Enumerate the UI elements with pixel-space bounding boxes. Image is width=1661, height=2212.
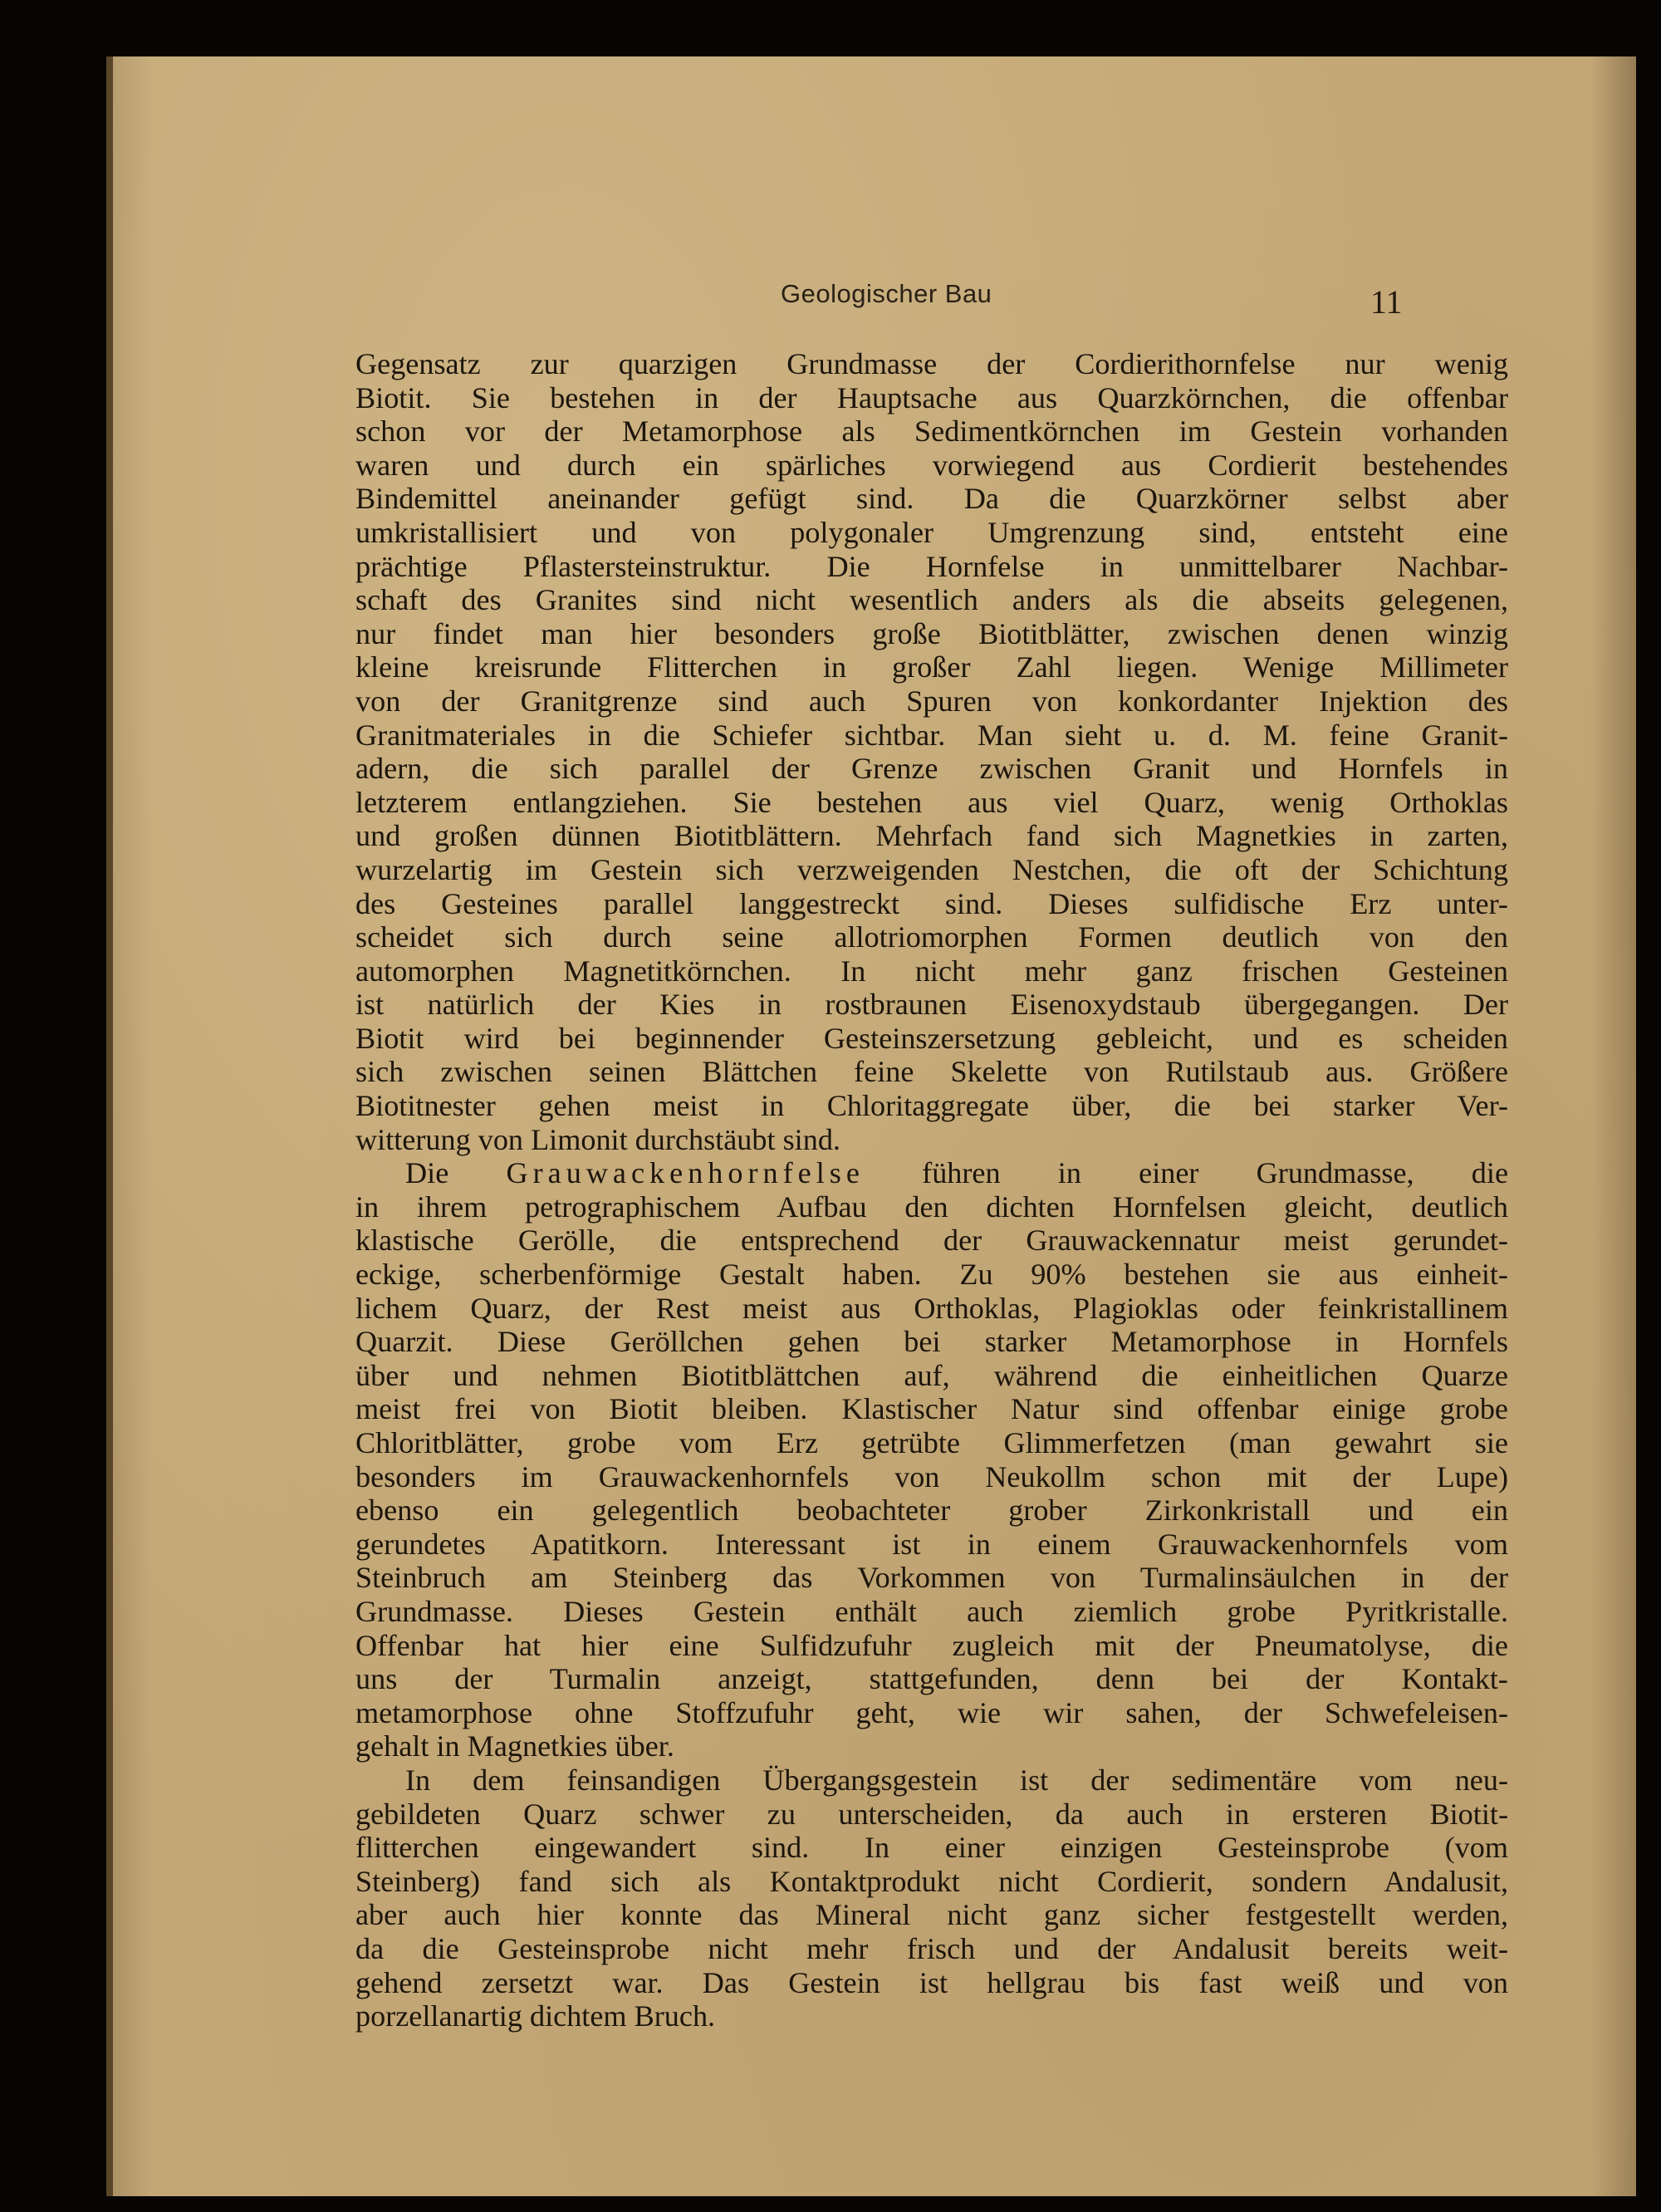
text-line-lead [355,1156,1508,1190]
text-line: Quarzit. Diese Geröllchen gehen bei starker Metamorphose in Hornfels [355,1325,1508,1359]
paragraph-1 [355,347,1508,1156]
text-line: Granitmateriales in die Schiefer sichtbar. Man sieht u. d. M. feine Granit- [355,718,1508,752]
text-line: scheidet sich durch seine allotriomorphen Formen deutlich von den [355,920,1508,954]
text-line: Biotit wird bei beginnender Gesteinszersetzung gebleicht, und es scheiden [355,1021,1508,1055]
text-line: metamorphose ohne Stoffzufuhr geht, wie wir sahen, der Schwefeleisen- [355,1695,1508,1729]
text-line: witterung von Limonit durchstäubt sind. [355,1122,840,1156]
text-line: Biotitnester gehen meist in Chloritaggregate über, die bei starker Ver- [355,1089,1508,1123]
text-line: lichem Quarz, der Rest meist aus Orthoklas, Plagioklas oder feinkristallinem [355,1291,1508,1325]
text-line: umkristallisiert und von polygonaler Umgrenzung sind, entsteht eine [355,515,1508,549]
text-line: von der Granitgrenze sind auch Spuren von konkordanter Injektion des [355,684,1508,718]
text-line: Grundmasse. Dieses Gestein enthält auch ziemlich grobe Pyritkristalle. [355,1594,1508,1628]
text-line: sich zwischen seinen Blättchen feine Skelette von Rutilstaub aus. Größere [355,1055,1508,1089]
text-line: Steinbruch am Steinberg das Vorkommen von Turmalinsäulchen in der [355,1561,1508,1595]
text-line: automorphen Magnetitkörnchen. In nicht mehr ganz frischen Gesteinen [355,954,1508,988]
lead-text: Die [405,1156,507,1190]
text-line: gehend zersetzt war. Das Gestein ist hellgrau bis fast weiß und von [355,1965,1508,1999]
text-line: ist natürlich der Kies in rostbraunen Eisenoxydstaub übergegangen. Der [355,988,1508,1022]
paragraph-2 [355,1156,1508,1763]
body-text [355,347,1508,2033]
text-line: porzellanartig dichtem Bruch. [355,1999,716,2033]
text-line: letzterem entlangziehen. Sie bestehen aus viel Quarz, wenig Orthoklas [355,785,1508,819]
text-line: adern, die sich parallel der Grenze zwischen Granit und Hornfels in [355,752,1508,786]
text-line: meist frei von Biotit bleiben. Klastischer Natur sind offenbar einige grobe [355,1392,1508,1426]
spaced-term: Grauwackenhornfelse [506,1156,865,1190]
text-line: schaft des Granites sind nicht wesentlich anders als die abseits gelegenen, [355,583,1508,617]
text-line: kleine kreisrunde Flitterchen in großer Zahl liegen. Wenige Millimeter [355,650,1508,684]
text-line: über und nehmen Biotitblättchen auf, während die einheitlichen Quarze [355,1358,1508,1392]
text-line: und großen dünnen Biotitblättern. Mehrfach fand sich Magnetkies in zarten, [355,819,1508,853]
text-line: aber auch hier konnte das Mineral nicht ganz sicher festgestellt werden, [355,1898,1508,1932]
page-number: 11 [1370,283,1403,321]
page-header [106,279,1636,321]
text-line: des Gesteines parallel langgestreckt sind. Dieses sulfidische Erz unter- [355,886,1508,920]
text-line: Chloritblätter, grobe vom Erz getrübte Glimmerfetzen (man gewahrt sie [355,1426,1508,1459]
text-line: Offenbar hat hier eine Sulfidzufuhr zugleich mit der Pneumatolyse, die [355,1628,1508,1662]
text-line: klastische Gerölle, die entsprechend der Grauwackennatur meist gerundet- [355,1224,1508,1258]
text-line: Gegensatz zur quarzigen Grundmasse der Cordierithornfelse nur wenig [355,347,1508,380]
text-line: flitterchen eingewandert sind. In einer einzigen Gesteinsprobe (vom [355,1831,1508,1865]
text-line: nur findet man hier besonders große Biotitblätter, zwischen denen winzig [355,616,1508,650]
text-line: prächtige Pflastersteinstruktur. Die Hornfelse in unmittelbarer Nachbar- [355,549,1508,583]
lead-rest-text: führen in einer Grundmasse, die [864,1156,1509,1190]
text-line: In dem feinsandigen Übergangsgestein ist der sedimentäre vom neu- [405,1763,1508,1797]
book-page [106,56,1636,2196]
text-line: gerundetes Apatitkorn. Interessant ist in einem Grauwackenhornfels vom [355,1527,1508,1561]
running-title: Geologischer Bau [781,279,992,308]
text-line: gehalt in Magnetkies über. [355,1729,674,1763]
text-line: gebildeten Quarz schwer zu unterscheiden, da auch in ersteren Biotit- [355,1797,1508,1831]
paragraph-3 [355,1763,1508,2033]
text-line: in ihrem petrographischem Aufbau den dichten Hornfelsen gleicht, deutlich [355,1189,1508,1224]
text-line: uns der Turmalin anzeigt, stattgefunden, denn bei der Kontakt- [355,1662,1508,1696]
text-line: Biotit. Sie bestehen in der Hauptsache aus Quarzkörnchen, die offenbar [355,380,1508,414]
text-line: besonders im Grauwackenhornfels von Neukollm schon mit der Lupe) [355,1459,1508,1493]
text-line: eckige, scherbenförmige Gestalt haben. Zu 90% bestehen sie aus einheit- [355,1258,1508,1292]
text-line: waren und durch ein spärliches vorwiegend aus Cordierit bestehendes [355,448,1508,482]
text-line: wurzelartig im Gestein sich verzweigenden Nestchen, die oft der Schichtung [355,852,1508,886]
text-line: Steinberg) fand sich als Kontaktprodukt nicht Cordierit, sondern Andalusit, [355,1864,1508,1898]
text-line: da die Gesteinsprobe nicht mehr frisch und der Andalusit bereits weit- [355,1931,1508,1965]
text-line: schon vor der Metamorphose als Sedimentkörnchen im Gestein vorhanden [355,414,1508,449]
text-line: Bindemittel aneinander gefügt sind. Da die Quarzkörner selbst aber [355,482,1508,516]
page-fold-shadow [106,56,113,2196]
text-line: ebenso ein gelegentlich beobachteter grober Zirkonkristall und ein [355,1493,1508,1528]
